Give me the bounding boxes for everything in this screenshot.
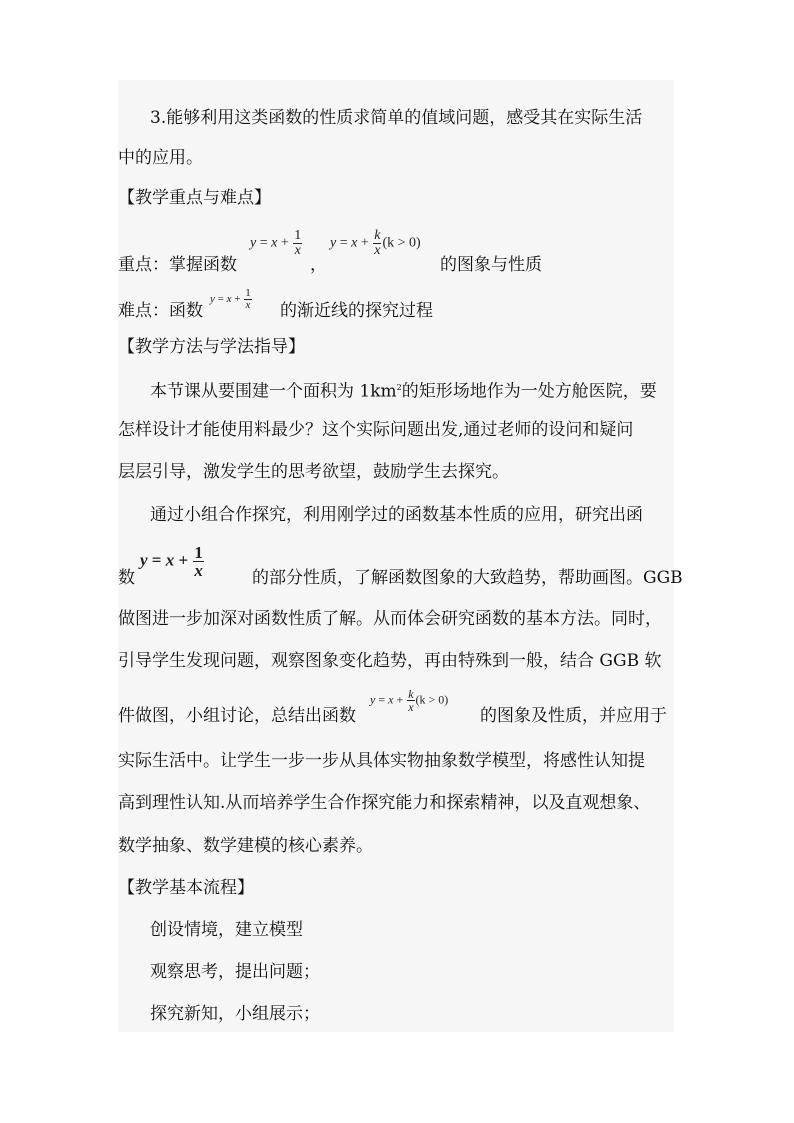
method-para2-line6: 实际生活中。让学生一步一步从具体实物抽象数学模型，将感性认知提 bbox=[118, 751, 645, 771]
method-para2-line1: 通过小组合作探究，利用刚学过的函数基本性质的应用，研究出函 bbox=[150, 505, 643, 525]
method-para-line3: 层层引导，激发学生的思考欲望，鼓励学生去探究。 bbox=[118, 462, 509, 482]
key-point-line bbox=[118, 229, 678, 277]
formula-small-y-x-plus-k-over-x: y = x + $\frac{k}{x}$ (k > 0) bbox=[370, 687, 449, 714]
heading-basic-flow: 【教学基本流程】 bbox=[118, 878, 254, 898]
method-para2-line2 bbox=[118, 540, 683, 590]
superscript-2: 2 bbox=[396, 383, 402, 392]
formula-y-x-plus-1-over-x: y = x + $\frac{1}{x}$ bbox=[250, 228, 302, 258]
formula-y-x-plus-k-over-x: y = x + $\frac{k}{x}$ (k > 0) bbox=[330, 228, 421, 258]
difficulty-line bbox=[118, 288, 678, 322]
method-para2-line8: 数学抽象、数学建模的核心素养。 bbox=[118, 836, 373, 856]
difficulty-suffix: 的渐近线的探究过程 bbox=[280, 301, 433, 321]
flow-step-2: 观察思考，提出问题； bbox=[150, 962, 320, 982]
objective-3-line1: 3.能够利用这类函数的性质求简单的值域问题，感受其在实际生活 bbox=[150, 108, 643, 128]
key-point-prefix: 重点：掌握函数 bbox=[118, 255, 237, 275]
flow-step-3: 探究新知，小组展示； bbox=[150, 1004, 320, 1024]
method-para2-line4: 引导学生发现问题，观察图象变化趋势，再由特殊到一般，结合 GGB 软 bbox=[118, 651, 662, 671]
heading-methods: 【教学方法与学法指导】 bbox=[118, 337, 305, 357]
method-para-line2: 怎样设计才能使用料最少？这个实际问题出发,通过老师的设问和疑问 bbox=[118, 420, 634, 440]
difficulty-prefix: 难点：函数 bbox=[118, 301, 203, 321]
key-point-separator: ， bbox=[310, 255, 327, 275]
method-para2-suffix: 的部分性质，了解函数图象的大致趋势，帮助画图。GGB bbox=[252, 568, 683, 588]
key-point-suffix: 的图象与性质 bbox=[440, 255, 542, 275]
heading-key-points: 【教学重点与难点】 bbox=[118, 188, 271, 208]
method-para-line1: 本节课从要围建一个面积为 $1km^2$的矩形场地作为一处方舱医院，要 bbox=[150, 381, 657, 402]
method-para2-line5 bbox=[118, 688, 678, 728]
method-para2-prefix: 数 bbox=[118, 568, 135, 588]
method-para2-line5-suffix: 的图象及性质，并应用于 bbox=[480, 706, 667, 726]
flow-step-1: 创设情境，建立模型 bbox=[150, 920, 303, 940]
method-para2-line3: 做图进一步加深对函数性质了解。从而体会研究函数的基本方法。同时， bbox=[118, 609, 662, 629]
objective-3-line2: 中的应用。 bbox=[118, 148, 203, 168]
formula-small-y-x-plus-1-over-x: y = x + $\frac{1}{x}$ bbox=[210, 287, 251, 311]
method-para2-line7: 高到理性认知.从而培养学生合作探究能力和探索精神，以及直观想象、 bbox=[118, 793, 651, 813]
formula-bold-y-x-plus-1-over-x: y = x + $\frac{1}{x}$ bbox=[140, 543, 203, 580]
method-para2-line5-prefix: 件做图，小组讨论，总结出函数 bbox=[118, 706, 356, 726]
